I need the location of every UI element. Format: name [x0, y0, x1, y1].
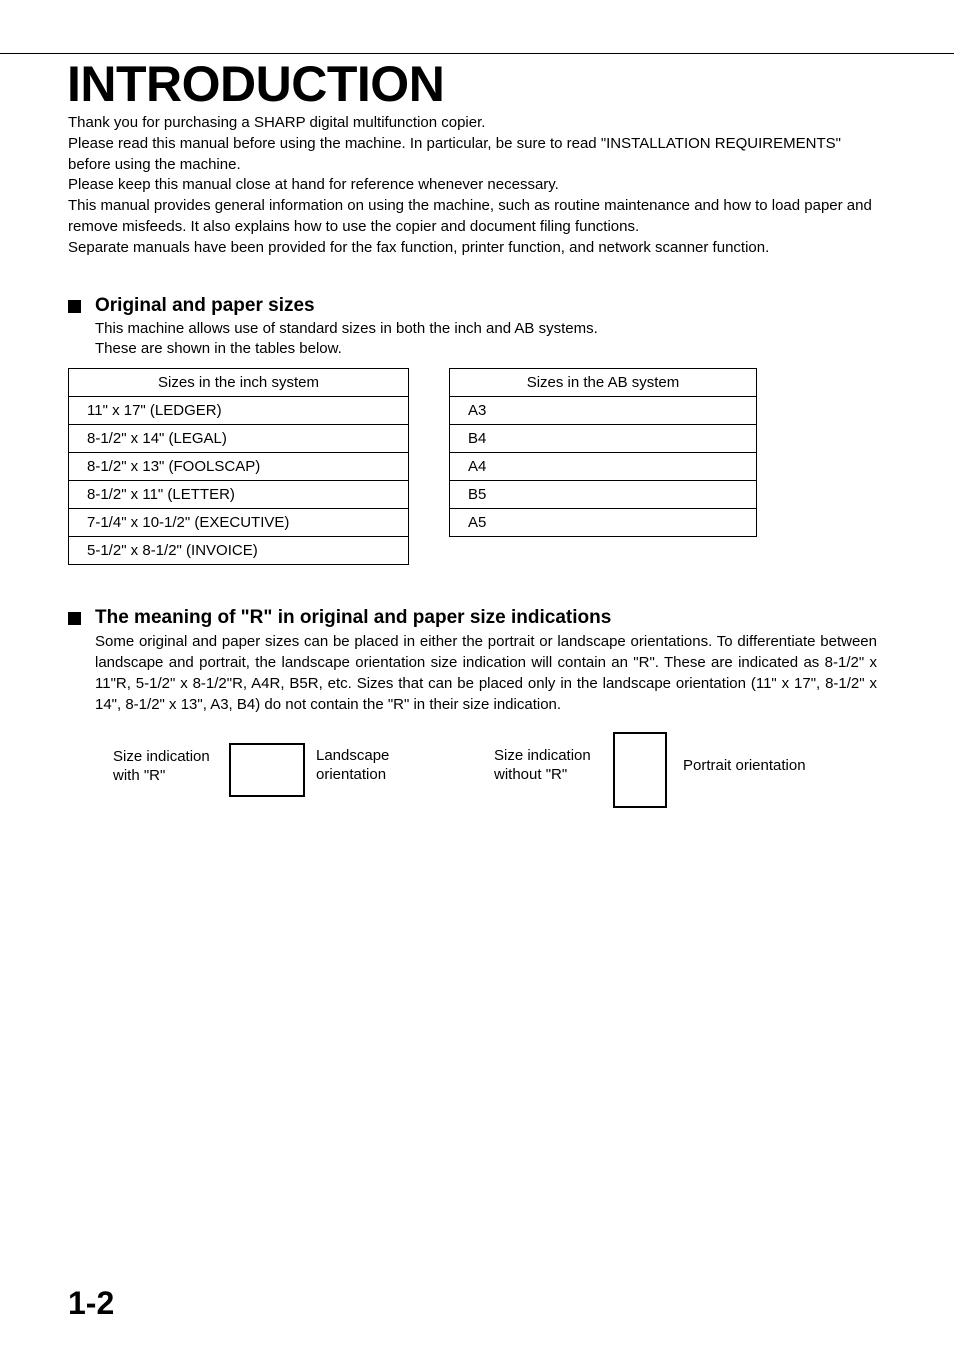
table-cell: B5 [450, 481, 757, 509]
portrait-paper-icon [613, 732, 667, 808]
section-heading-r-meaning [68, 606, 611, 630]
table-cell: 5-1/2" x 8-1/2" (INVOICE) [69, 537, 409, 565]
table-row [69, 453, 409, 481]
with-r-label: Size indication with "R" [113, 748, 210, 784]
table-row [69, 397, 409, 425]
table-row [69, 425, 409, 453]
intro-paragraph: Thank you for purchasing a SHARP digital multifunction copier. [68, 114, 486, 131]
page-title: INTRODUCTION [67, 56, 445, 112]
table-row [450, 481, 757, 509]
square-bullet-icon [68, 612, 81, 625]
section-paragraph: Some original and paper sizes can be placed in either the portrait or landscape orientations. To differentiate between landscape and portrait, the landscape orientation size indication will contain an "R". These are indicated as 8-1/2" x 11"R, 5-1/2" x 8-1/2"R, A4R, B5R, etc. Sizes that can be placed only in the landscape orientation (11" x 17", 8-1/2" x 14", 8-1/2" x 13", A3, B4) do not contain the "R" in their size indication. [95, 633, 877, 713]
table-row [450, 425, 757, 453]
table-cell: 8-1/2" x 14" (LEGAL) [69, 425, 409, 453]
section-heading-paper-sizes [68, 294, 315, 318]
table-cell: 8-1/2" x 11" (LETTER) [69, 481, 409, 509]
intro-paragraph: This manual provides general information on using the machine, such as routine maintenance and how to load paper and remove misfeeds. It also explains how to use the copier and document filing functions. [68, 197, 872, 235]
intro-paragraph: Please keep this manual close at hand for reference whenever necessary. [68, 176, 559, 194]
without-r-label: Size indication without "R" [494, 747, 591, 783]
section-paper-sizes-text [95, 319, 877, 359]
intro-paragraph: Please read this manual before using the machine. In particular, be sure to read "INSTALLATION REQUIREMENTS" before using the machine. [68, 134, 841, 173]
section-line: This machine allows use of standard sizes in both the inch and AB systems. [95, 320, 598, 337]
table-cell: B4 [450, 425, 757, 453]
table-cell: A5 [450, 509, 757, 537]
table-row [69, 537, 409, 565]
top-rule [0, 53, 954, 54]
table-row [450, 509, 757, 537]
section-line: These are shown in the tables below. [95, 340, 342, 357]
ab-sizes-table [449, 368, 757, 537]
table-row [69, 509, 409, 537]
table-header: Sizes in the inch system [69, 369, 409, 397]
table-cell: A4 [450, 453, 757, 481]
landscape-label: Landscape orientation [316, 747, 390, 783]
section-r-meaning-text [95, 631, 877, 715]
page-number: 1-2 [68, 1285, 115, 1321]
table-row [450, 453, 757, 481]
section-heading-text: Original and paper sizes [95, 295, 315, 316]
table-row [69, 481, 409, 509]
square-bullet-icon [68, 300, 81, 313]
table-cell: 11" x 17" (LEDGER) [69, 397, 409, 425]
intro-paragraph: Separate manuals have been provided for the fax function, printer function, and network scanner function. [68, 238, 770, 256]
table-header: Sizes in the AB system [450, 369, 757, 397]
table-row [450, 397, 757, 425]
intro-text [68, 113, 880, 259]
inch-sizes-table [68, 368, 409, 565]
table-cell: 8-1/2" x 13" (FOOLSCAP) [69, 453, 409, 481]
portrait-label: Portrait orientation [683, 757, 806, 774]
table-cell: 7-1/4" x 10-1/2" (EXECUTIVE) [69, 509, 409, 537]
table-cell: A3 [450, 397, 757, 425]
landscape-paper-icon [229, 743, 305, 797]
section-heading-text: The meaning of "R" in original and paper size indications [95, 607, 612, 628]
